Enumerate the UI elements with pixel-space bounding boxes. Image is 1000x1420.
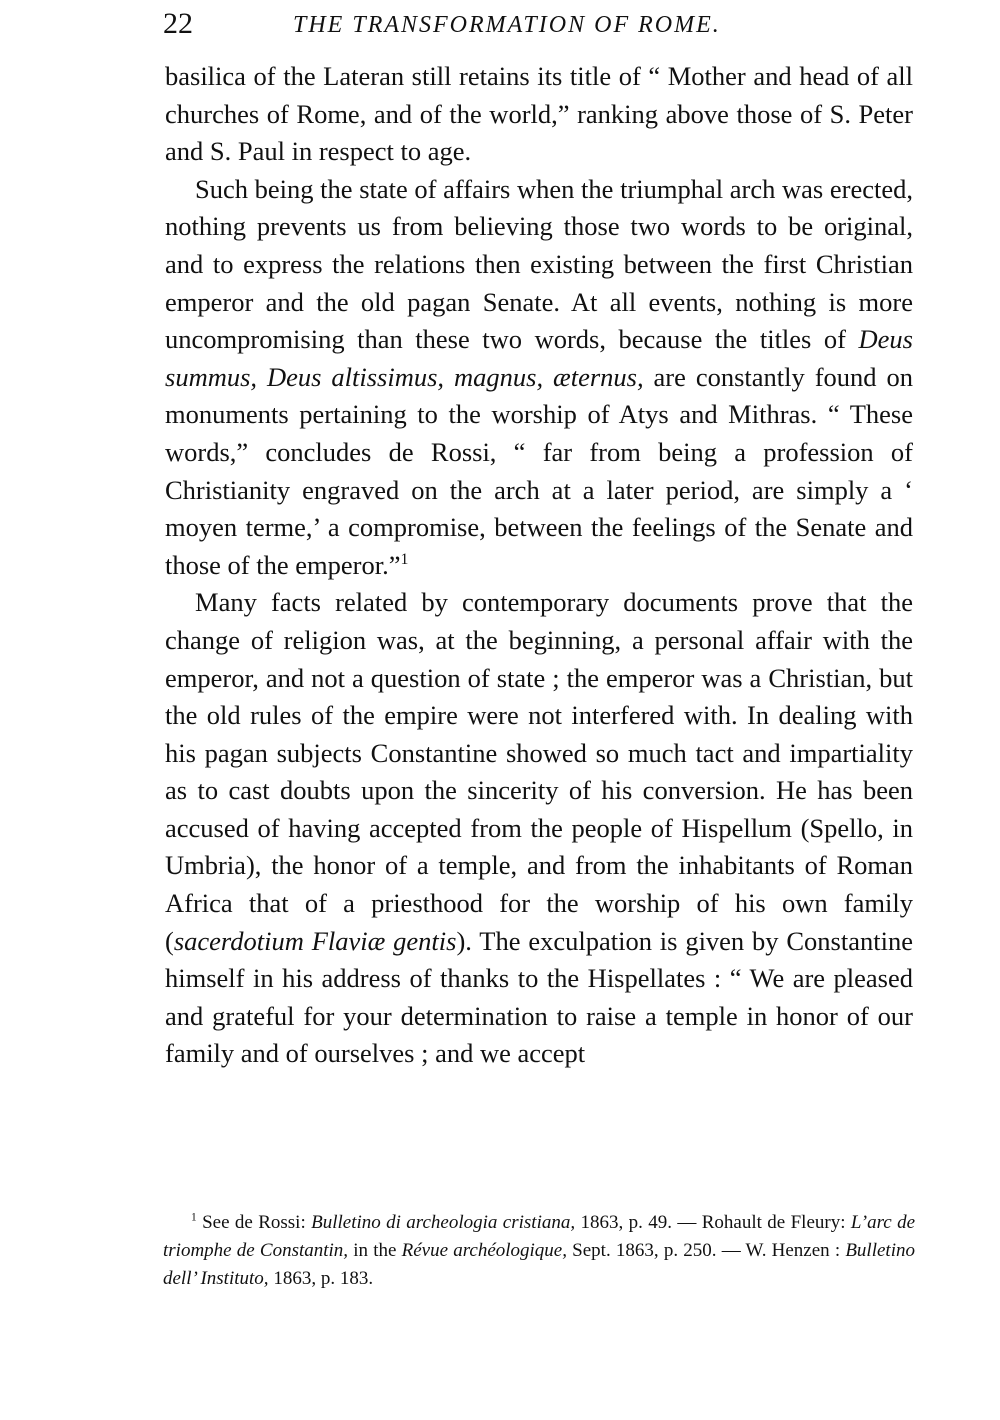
- paragraph-text: Such being the state of affairs when the triumphal arch was erected, nothing prevents us from believing those two words to be original, and to express the relations then existing between the first Christian emperor and the old pagan Senate. At all events, nothing is more uncompromising than these two words, because the titles of: [165, 173, 913, 355]
- footnote-citation-title: Bulletino di archeologia cristiana,: [311, 1212, 576, 1233]
- footnote-citation-title: Révue archéologique,: [401, 1240, 567, 1261]
- footnote-text: in the: [348, 1240, 402, 1261]
- footnote-citation-title: Bulletino dell’ Instituto,: [163, 1240, 915, 1289]
- latin-phrase: sacerdotium Flaviæ gentis: [173, 925, 457, 956]
- body-text: [165, 58, 913, 1073]
- paragraph-text: ). The exculpation is given by Constantine himself in his address of thanks to the Hispellates : “ We are pleased and grateful for your determination to raise a temple in honor of our family and of ourselves ; and we accept: [165, 925, 913, 1069]
- footnotes: [163, 1209, 915, 1293]
- latin-titles: Deus summus, Deus altissimus, magnus, æternus,: [165, 324, 913, 392]
- running-title: THE TRANSFORMATION OF ROME.: [293, 12, 721, 38]
- footnote-reference: 1: [400, 550, 409, 568]
- paragraph-continued: [165, 58, 913, 171]
- page-number: 22: [163, 7, 193, 40]
- paragraph-text: Many facts related by contemporary documents prove that the change of religion was, at the beginning, a personal affair with the emperor, and not a question of state ; the emperor was a Christian, but the old rules of the empire were not interfered with. In dealing with his pagan subjects Constantine showed so much tact and impartiality as to cast doubts upon the sincerity of his conversion. He has been accused of having accepted from the people of Hispellum (Spello, in Umbria), the honor of a temple, and from the inhabitants of Roman Africa that of a priesthood for the worship of his own family (: [165, 587, 913, 956]
- paragraph-triumphal-arch: [165, 171, 913, 585]
- footnote-1: [163, 1209, 915, 1293]
- footnote-text: 1863, p. 49. — Rohault de Fleury:: [575, 1212, 851, 1233]
- footnote-text: See de Rossi:: [196, 1212, 312, 1233]
- footnote-text: Sept. 1863, p. 250. — W. Henzen :: [567, 1240, 846, 1261]
- footnote-number: 1: [191, 1211, 197, 1224]
- footnote-citation-title: L’arc de triomphe de Constantin,: [163, 1212, 915, 1261]
- paragraph-constantine: [165, 584, 913, 1073]
- running-head: [163, 6, 915, 46]
- footnote-text: 1863, p. 183.: [268, 1268, 374, 1289]
- paragraph-text: are constantly found on monuments pertaining to the worship of Atys and Mithras. “ These words,” concludes de Rossi, “ far from being a profession of Christianity engraved on the arch at a later period, are simply a ‘ moyen terme,’ a compromise, between the feelings of the Senate and those of the emperor.”: [165, 361, 913, 580]
- paragraph-text: basilica of the Lateran still retains its title of “ Mother and head of all churches of Rome, and of the world,” ranking above those of S. Peter and S. Paul in respect to age.: [165, 61, 913, 167]
